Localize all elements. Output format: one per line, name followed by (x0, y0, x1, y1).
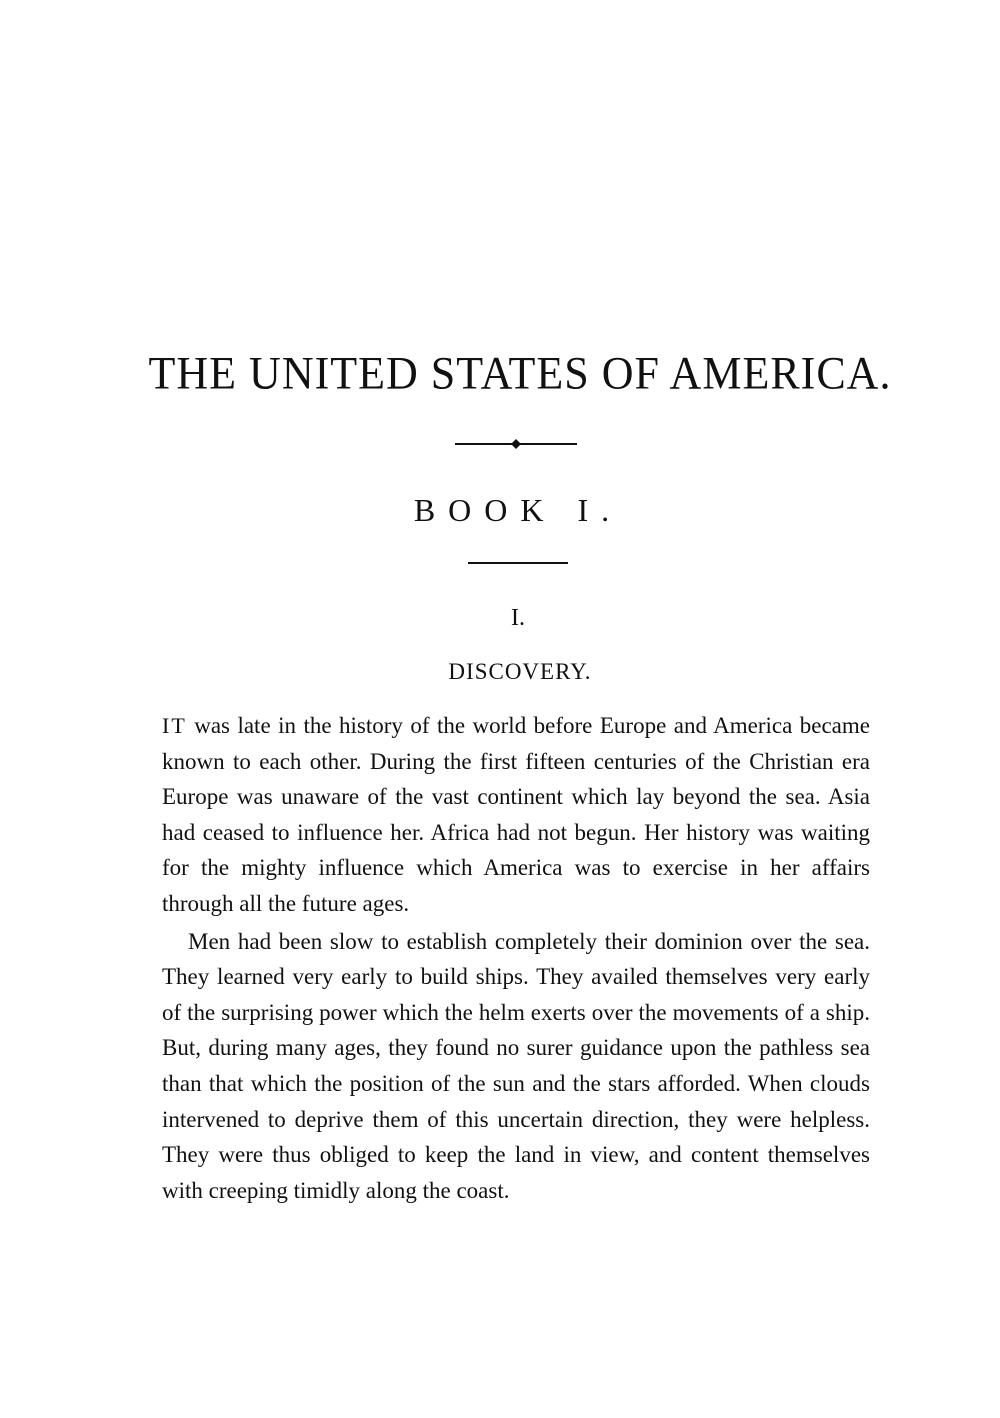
paragraph-1-text: was late in the history of the world before Europe and America became known to each other. During the first fifteen centuries of the Christian era Europe was unaware of the vast continent which lay beyond the sea. Asia had ceased to influence her. Africa had not begun. Her history was waiting for the mighty influence which America was to exercise in her affairs through all the future ages. (162, 713, 870, 916)
body-text (162, 708, 870, 1208)
book-heading: BOOK I. (413, 492, 623, 528)
section-rule (468, 562, 568, 564)
diamond-rule-ornament (455, 438, 577, 450)
chapter-title: DISCOVERY. (448, 659, 592, 684)
paragraph-2: Men had been slow to establish completely their dominion over the sea. They learned very early to build ships. They availed themselves very early of the surprising power which the helm exerts over the movements of a ship. But, during many ages, they found no surer guidance upon the pathless sea than that which the position of the sun and the stars afforded. When clouds intervened to deprive them of this uncertain direction, they were helpless. They were thus obliged to keep the land in view, and content themselves with creeping timidly along the coast. (162, 928, 870, 1203)
paragraph-1 (162, 708, 870, 922)
page-title: THE UNITED STATES OF AMERICA. (148, 347, 892, 400)
paragraph-initial: IT (162, 713, 187, 738)
chapter-number: I. (511, 605, 525, 631)
